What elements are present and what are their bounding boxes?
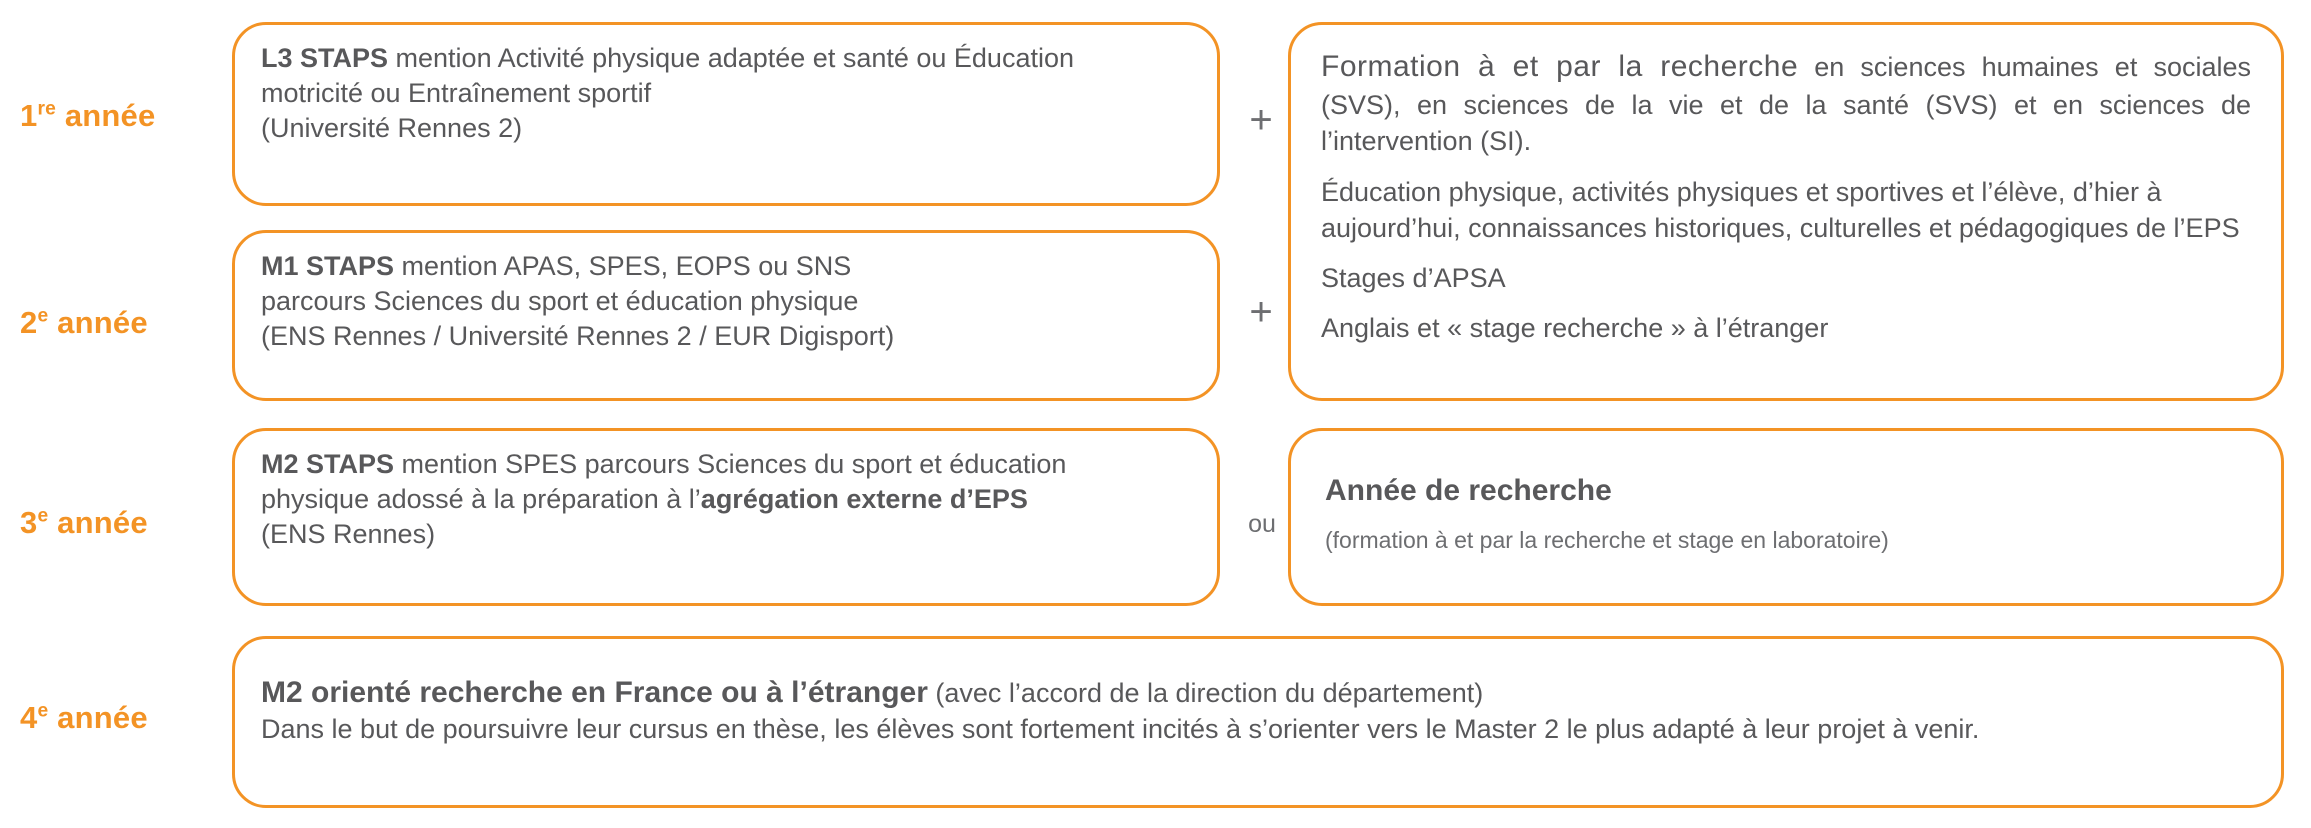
research-paragraph-2: Éducation physique, activités physiques et sportives et l’élève, d’hier à aujourd’hui, connaissances historiques, culturelles et pédagogiques de l’EPS xyxy=(1321,176,2240,243)
box-year1-strong: L3 STAPS xyxy=(261,43,389,73)
box-year3-line3: (ENS Rennes) xyxy=(261,519,436,550)
year-word-3: année xyxy=(57,505,148,540)
box-year3-degree xyxy=(232,428,1220,606)
box-year1-line2: motricité ou Entraînement sportif xyxy=(261,78,652,109)
box-year1-rest: mention Activité physique adaptée et santé ou Éducation xyxy=(388,43,1074,73)
box-year4-rest: (avec l’accord de la direction du département) xyxy=(927,678,1484,708)
box-year2-rest: mention APAS, SPES, EOPS ou SNS xyxy=(394,251,852,281)
box-year3-line2 xyxy=(261,482,1191,517)
box-year1-line1 xyxy=(261,41,1191,76)
year-word-2: année xyxy=(57,305,148,340)
research-paragraph-3: Stages d’APSA xyxy=(1321,262,1506,293)
box-year4-line1 xyxy=(261,673,2255,712)
box-year3-rest: mention SPES parcours Sciences du sport et éducation xyxy=(394,449,1067,479)
box-year3-strong: M2 STAPS xyxy=(261,449,395,479)
box-year1-line3: (Université Rennes 2) xyxy=(261,113,523,144)
research-paragraph-4: Anglais et « stage recherche » à l’étranger xyxy=(1321,313,1829,344)
year-label-2 xyxy=(20,305,220,341)
research-title-rest: en sciences humaines et sociales (SVS), en sciences de la vie et de la santé (SVS) et en sciences de l’intervention (SI). xyxy=(1321,52,2251,157)
year-number-2: 2 xyxy=(20,305,38,340)
year-ordinal-2: e xyxy=(37,305,49,327)
year-label-3 xyxy=(20,505,220,541)
year-label-4 xyxy=(20,700,220,736)
year-ordinal-3: e xyxy=(37,505,49,527)
box-year4-strong: M2 orienté recherche en France ou à l’étranger xyxy=(261,676,928,709)
year-ordinal-4: e xyxy=(37,700,49,722)
research-paragraph-1 xyxy=(1321,47,2251,160)
box-year2-strong: M1 STAPS xyxy=(261,251,395,281)
connector-ou-year3: ou xyxy=(1248,510,1276,538)
box-year1-degree xyxy=(232,22,1220,206)
box-year4-research-master xyxy=(232,636,2284,808)
year-word-4: année xyxy=(57,700,148,735)
box-year3-line2-pre: physique adossé à la préparation à l’ xyxy=(261,484,701,515)
year-number-1: 1 xyxy=(20,98,38,133)
box-year4-line2: Dans le but de poursuivre leur cursus en thèse, les élèves sont fortement incités à s’orienter vers le Master 2 le plus adapté à leur projet à venir. xyxy=(261,714,1980,744)
box-year2-degree xyxy=(232,230,1220,401)
year-label-1 xyxy=(20,98,220,134)
connector-plus-year1: + xyxy=(1249,98,1273,142)
box-year3-line1 xyxy=(261,447,1191,482)
year-number-4: 4 xyxy=(20,700,38,735)
year-word-1: année xyxy=(64,98,156,133)
year-ordinal-1: re xyxy=(37,98,57,120)
connector-plus-year2: + xyxy=(1249,290,1273,334)
box-year3-line2-strong: agrégation externe d’EPS xyxy=(700,484,1028,515)
research-title: Formation à et par la recherche xyxy=(1321,50,1799,83)
year-number-3: 3 xyxy=(20,505,38,540)
box-year2-line3: (ENS Rennes / Université Rennes 2 / EUR Digisport) xyxy=(261,321,895,352)
box-year2-line1 xyxy=(261,249,1191,284)
research-year-note: (formation à et par la recherche et stage en laboratoire) xyxy=(1325,527,1889,554)
box-year3-research-year xyxy=(1288,428,2284,606)
box-year2-line2: parcours Sciences du sport et éducation physique xyxy=(261,286,859,317)
research-year-title: Année de recherche xyxy=(1325,474,1612,507)
box-research-formation xyxy=(1288,22,2284,401)
